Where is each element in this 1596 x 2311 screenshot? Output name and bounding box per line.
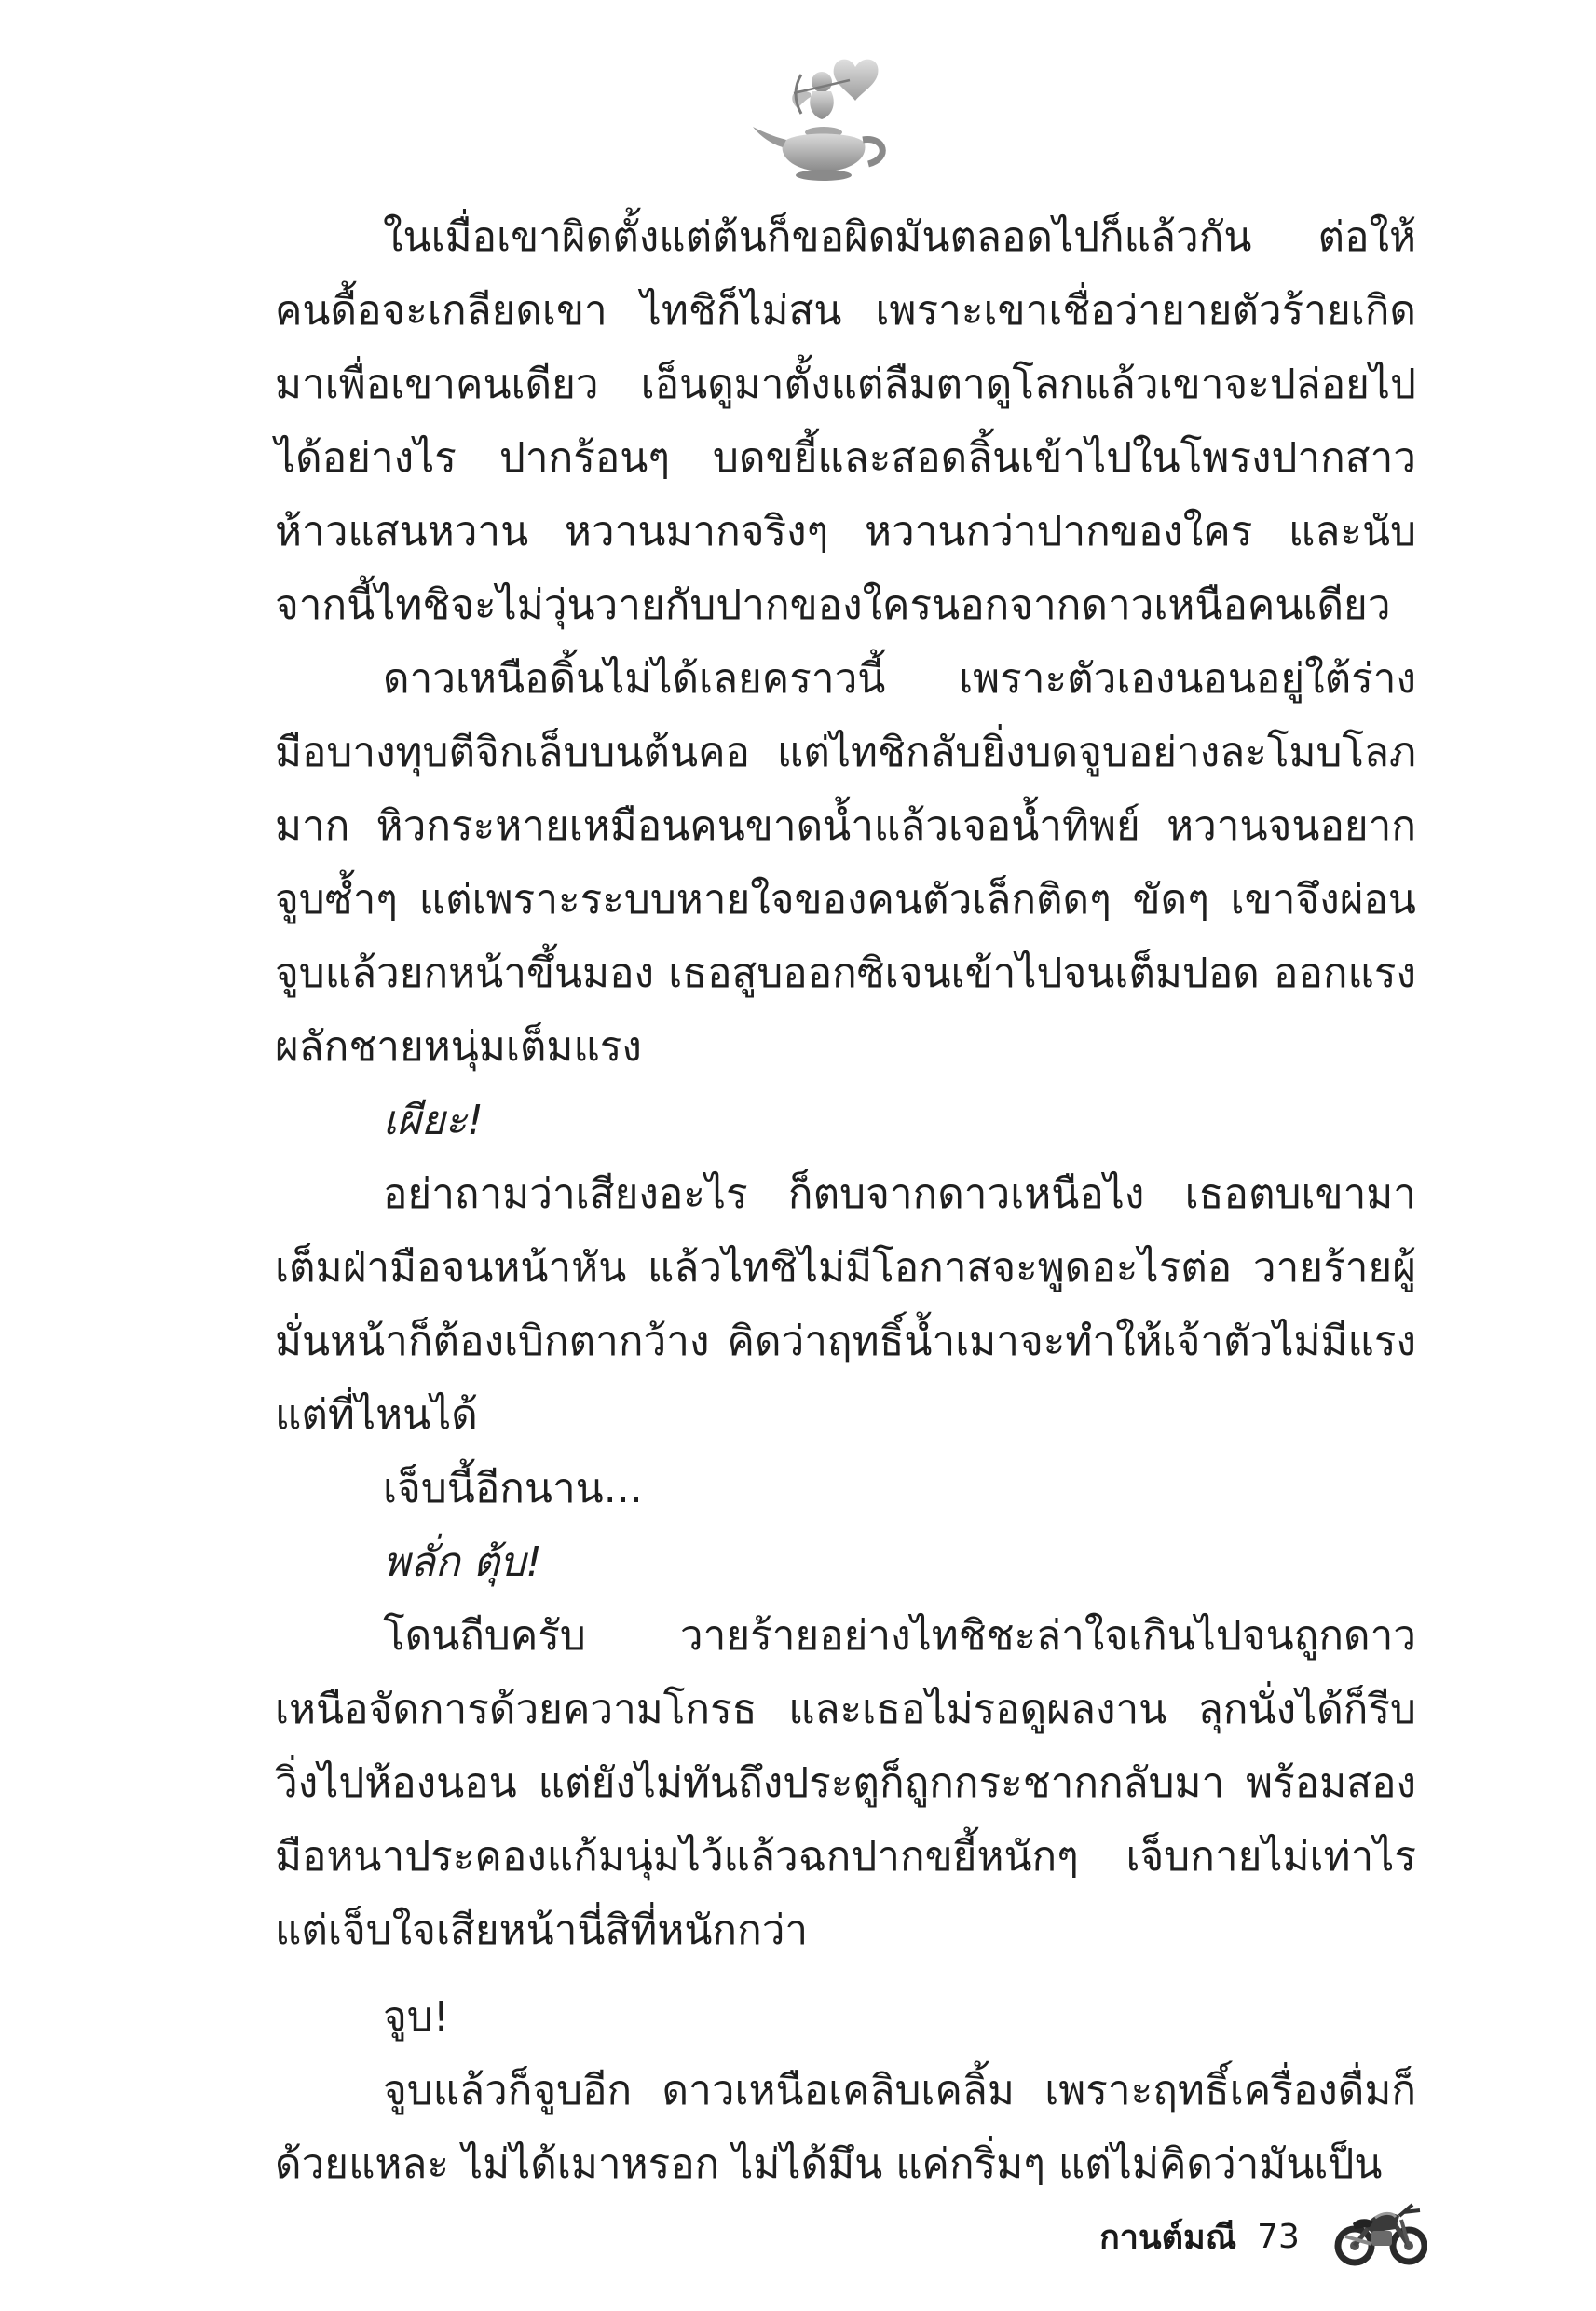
paragraph-gap: [275, 1967, 1416, 1980]
paragraph-1: ในเมื่อเขาผิดตั้งแต่ต้นก็ขอผิดมันตลอดไปก็แล้วกัน ต่อให้คนดื้อจะเกลียดเขา ไทชิก็ไม่สน เพราะเขาเชื่อว่ายายตัวร้ายเกิดมาเพื่อเขาคนเดียว เอ็นดูมาตั้งแต่ลืมตาดูโลกแล้วเขาจะปล่อยไปได้อย่างไร ปากร้อนๆ บดขยี้และสอดลิ้นเข้าไปในโพรงปากสาวห้าวแสนหวาน หวานมากจริงๆ หวานกว่าปากของใคร และนับจากนี้ไทชิจะไม่วุ่นวายกับปากของใครนอกจากดาวเหนือคนเดียว: [275, 213, 1416, 629]
paragraph-sound-slap: เผียะ!: [383, 1097, 484, 1144]
page-number: 73: [1257, 2217, 1300, 2256]
page-footer: [1099, 2199, 1435, 2274]
paragraph-sound-kick: พลั่ก ตุ้บ!: [383, 1538, 542, 1586]
paragraph-4: เจ็บนี้อีกนาน...: [383, 1465, 643, 1512]
paragraph-6: จูบ!: [383, 1993, 450, 2041]
paragraph-3: อย่าถามว่าเสียงอะไร ก็ตบจากดาวเหนือไง เธอตบเขามาเต็มฝ่ามือจนหน้าหัน แล้วไทชิไม่มีโอกาสจะพูดอะไรต่อ วายร้ายผู้มั่นหน้าก็ต้องเบิกตากว้าง คิดว่าฤทธิ์น้ำเมาจะทำให้เจ้าตัวไม่มีแรง แต่ที่ไหนได้: [275, 1170, 1416, 1439]
paragraph-7: จูบแล้วก็จูบอีก ดาวเหนือเคลิบเคลิ้ม เพราะฤทธิ์เครื่องดื่มก็ด้วยแหละ ไม่ได้เมาหรอก ไม่ได้มึน แค่กริ่มๆ แต่ไม่คิดว่ามันเป็น: [275, 2067, 1416, 2188]
paragraph-5: โดนถีบครับ วายร้ายอย่างไทชิชะล่าใจเกินไปจนถูกดาวเหนือจัดการด้วยความโกรธ และเธอไม่รอดูผลงาน ลุกนั่งได้ก็รีบวิ่งไปห้องนอน แต่ยังไม่ทันถึงประตูก็ถูกกระชากกลับมา พร้อมสองมือหนาประคองแก้มนุ่มไว้แล้วฉกปากขยี้หนักๆ เจ็บกายไม่เท่าไร แต่เจ็บใจเสียหน้านี่สิที่หนักกว่า: [275, 1612, 1416, 1954]
motorcycle-icon: [1334, 2192, 1427, 2270]
paragraph-2: ดาวเหนือดิ้นไม่ได้เลยคราวนี้ เพราะตัวเองนอนอยู่ใต้ร่าง มือบางทุบตีจิกเล็บบนต้นคอ แต่ไทชิกลับยิ่งบดจูบอย่างละโมบโลภมาก หิวกระหายเหมือนคนขาดน้ำแล้วเจอน้ำทิพย์ หวานจนอยากจูบซ้ำๆ แต่เพราะระบบหายใจของคนตัวเล็กติดๆ ขัดๆ เขาจึงผ่อนจูบแล้วยกหน้าขึ้นมอง เธอสูบออกซิเจนเข้าไปจนเต็มปอด ออกแรงผลักชายหนุ่มเต็มแรง: [275, 655, 1416, 1071]
footer-author: กานต์มณี: [1099, 2218, 1237, 2257]
cupid-teapot-ornament-icon: [745, 47, 913, 186]
text-body: [275, 200, 1416, 2201]
